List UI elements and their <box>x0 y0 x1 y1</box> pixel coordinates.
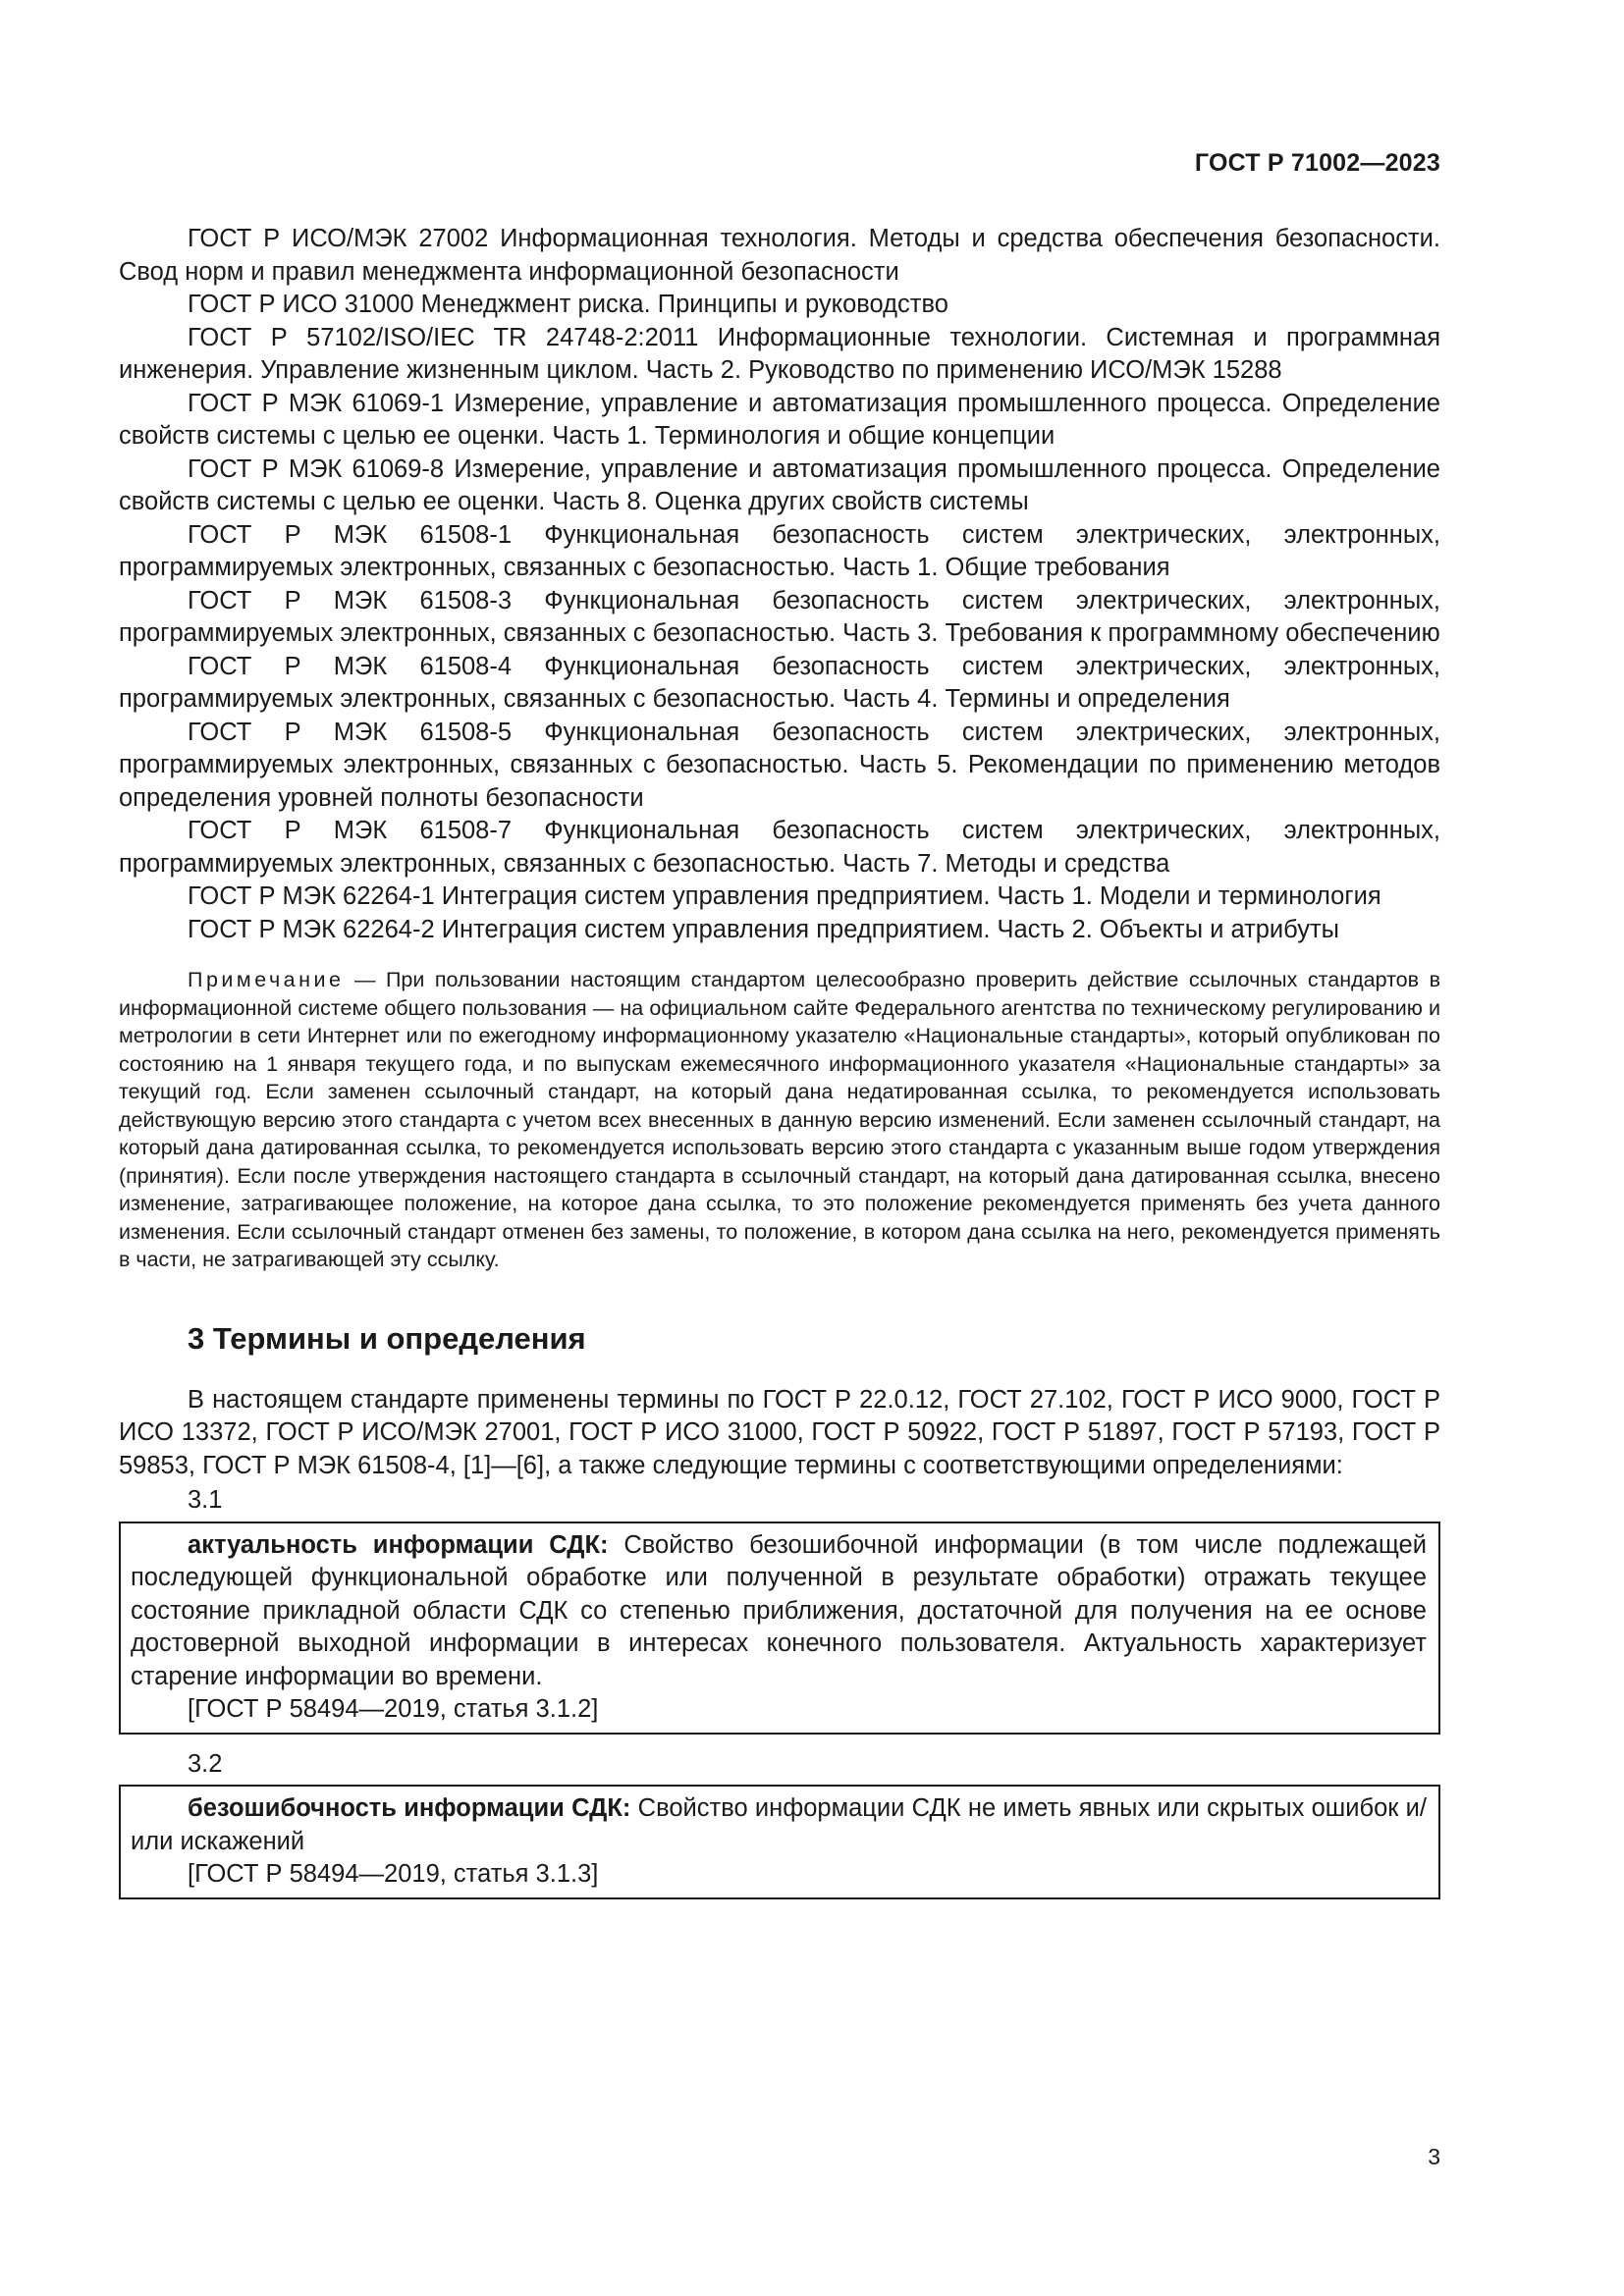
term-entry-box <box>119 1785 1440 1899</box>
reference-item: ГОСТ Р МЭК 61508-7 Функциональная безопасность систем электрических, электронных, программируемых электронных, связанных с безопасностью. Часть 7. Методы и средства <box>119 817 1440 878</box>
section-intro: В настоящем стандарте применены термины по ГОСТ Р 22.0.12, ГОСТ 27.102, ГОСТ Р ИСО 9000, ГОСТ Р ИСО 13372, ГОСТ Р ИСО/МЭК 27001, ГОСТ Р ИСО 31000, ГОСТ Р 50922, ГОСТ Р 51897, ГОСТ Р 57193, ГОСТ Р 59853, ГОСТ Р МЭК 61508-4, [1]—[6], а также следующие термины с соответствующими определениями: <box>119 1385 1440 1479</box>
reference-item: ГОСТ Р МЭК 61508-3 Функциональная безопасность систем электрических, электронных, программируемых электронных, связанных с безопасностью. Часть 3. Требования к программному обеспечению <box>119 586 1440 647</box>
reference-item: ГОСТ Р МЭК 61069-1 Измерение, управление и автоматизация промышленного процесса. Определение свойств системы с целью ее оценки. Часть 1. Терминология и общие концепции <box>119 389 1440 450</box>
term-name: актуальность информации СДК: <box>188 1530 609 1559</box>
term-definition <box>131 1792 1427 1858</box>
reference-item: ГОСТ Р МЭК 61508-5 Функциональная безопасность систем электрических, электронных, программируемых электронных, связанных с безопасностью. Часть 5. Рекомендации по применению методов определения уровней полноты безопасности <box>119 718 1440 812</box>
term-number: 3.2 <box>188 1749 223 1778</box>
document-code-header: ГОСТ Р 71002—2023 <box>1194 149 1440 177</box>
note-paragraph <box>119 966 1440 1274</box>
term-source: [ГОСТ Р 58494—2019, статья 3.1.3] <box>188 1860 599 1888</box>
reference-item: ГОСТ Р МЭК 61508-4 Функциональная безопасность систем электрических, электронных, программируемых электронных, связанных с безопасностью. Часть 4. Термины и определения <box>119 652 1440 713</box>
note-label: Примечание <box>188 968 345 991</box>
note-text: — При пользовании настоящим стандартом целесообразно проверить действие ссылочных стандартов в информационной системе общего пользования — на официальном сайте Федерального агентства по техническому регулированию и метрологии в сети Интернет или по ежегодному информационному указателю «Национальные стандарты», который опубликован по состоянию на 1 января текущего года, и по выпускам ежемесячного информационного указателя «Национальные стандарты» за текущий год. Если заменен ссылочный стандарт, на который дана недатированная ссылка, то рекомендуется использовать действующую версию этого стандарта с учетом всех внесенных в данную версию изменений. Если заменен ссылочный стандарт, на который дана датированная ссылка, то рекомендуется использовать версию этого стандарта с указанным выше годом утверждения (принятия). Если после утверждения настоящего стандарта в ссылочный стандарт, на который дана датированная ссылка, внесено изменение, затрагивающее положение, на которое дана ссылка, то это положение рекомендуется применять без учета данного изменения. Если ссылочный стандарт отменен без замены, то положение, в котором дана ссылка на него, рекомендуется применять в части, не затрагивающей эту ссылку. <box>119 968 1440 1271</box>
term-definition-text: Свойство безошибочной информации (в том числе подлежащей последующей функциональной обработке или полученной в результате обработки) отражать текущее состояние прикладной области СДК со степенью приближения, достаточной для получения на ее основе достоверной выходной информации в интересах конечного пользователя. Актуальность характеризует старение информации во времени. <box>131 1530 1427 1690</box>
reference-item: ГОСТ Р ИСО/МЭК 27002 Информационная технология. Методы и средства обеспечения безопасности. Свод норм и правил менеджмента информационной безопасности <box>119 225 1440 286</box>
reference-item: ГОСТ Р МЭК 61069-8 Измерение, управление и автоматизация промышленного процесса. Определение свойств системы с целью ее оценки. Часть 8. Оценка других свойств системы <box>119 454 1440 515</box>
term-definition-text: Свойство информации СДК не иметь явных или скрытых ошибок и/или искажений <box>131 1794 1428 1855</box>
reference-item: ГОСТ Р 57102/ISO/IEC TR 24748-2:2011 Информационные технологии. Системная и программная инженерия. Управление жизненным циклом. Часть 2. Руководство по применению ИСО/МЭК 15288 <box>119 323 1440 384</box>
page-number: 3 <box>1428 2144 1440 2169</box>
term-number: 3.1 <box>188 1486 223 1514</box>
reference-item: ГОСТ Р МЭК 61508-1 Функциональная безопасность систем электрических, электронных, программируемых электронных, связанных с безопасностью. Часть 1. Общие требования <box>119 520 1440 581</box>
page-content <box>119 223 1440 1899</box>
section-title: 3 Термины и определения <box>188 1320 586 1356</box>
term-definition <box>131 1529 1427 1694</box>
reference-item: ГОСТ Р МЭК 62264-2 Интеграция систем управления предприятием. Часть 2. Объекты и атрибуты <box>188 915 1339 943</box>
reference-item: ГОСТ Р ИСО 31000 Менеджмент риска. Принципы и руководство <box>188 291 948 318</box>
term-name: безошибочность информации СДК: <box>188 1794 631 1822</box>
normative-references-list <box>119 223 1440 946</box>
term-source: [ГОСТ Р 58494—2019, статья 3.1.2] <box>188 1695 599 1723</box>
reference-item: ГОСТ Р МЭК 62264-1 Интеграция систем управления предприятием. Часть 1. Модели и терминология <box>188 882 1381 910</box>
term-entry-box <box>119 1522 1440 1735</box>
